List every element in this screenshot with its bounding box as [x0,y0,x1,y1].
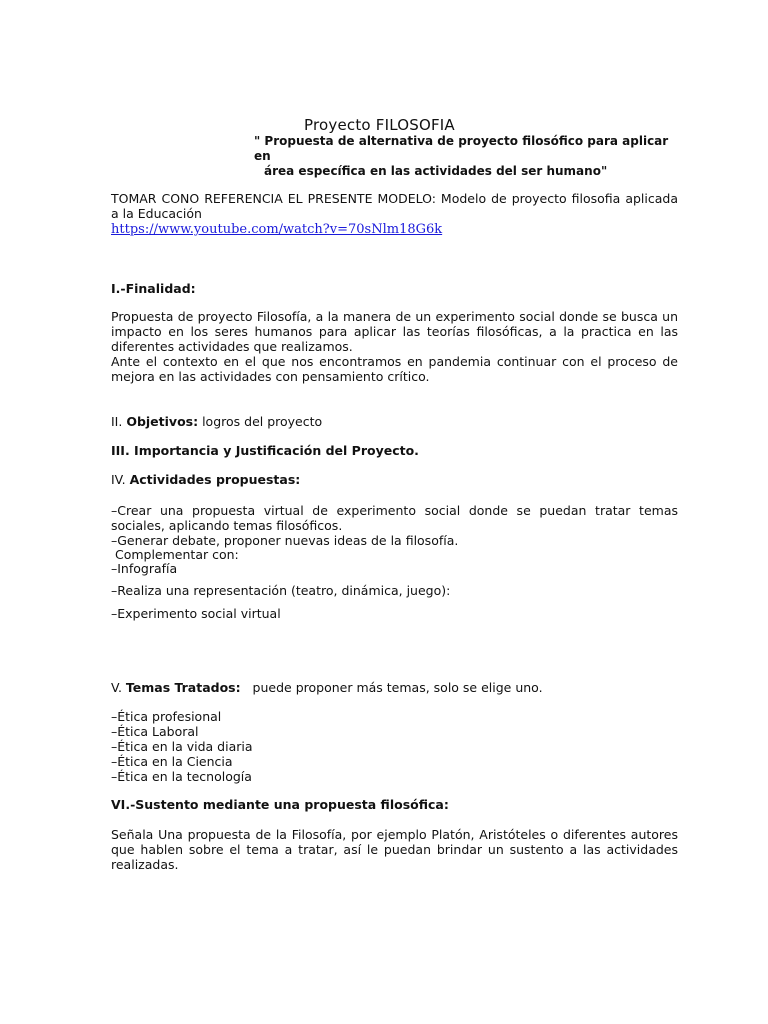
activity-item-4: –Infografía [111,561,178,576]
section-5-text: puede proponer más temas, solo se elige uno. [240,680,543,695]
section-4-heading: Actividades propuestas: [129,472,301,487]
section-1-paragraph-2: Ante el contexto en el que nos encontramos en pandemia continuar con el proceso de mejora en las actividades con pensamiento crítico. [111,354,678,384]
section-6-paragraph: Señala Una propuesta de la Filosofía, por ejemplo Platón, Aristóteles o diferentes autores que hablen sobre el tema a tratar, así le puedan brindar un sustento a las actividades realizadas. [111,827,678,872]
section-2 [111,414,678,429]
topic-item: –Ética en la vida diaria [111,739,253,754]
section-4-prefix: IV. [111,472,130,487]
section-1-paragraph-1: Propuesta de proyecto Filosofía, a la manera de un experimento social donde se busca un impacto en los seres humanos para aplicar las teorías filosóficas, a la practica en las diferentes actividades que realizamos. [111,309,678,354]
topics-list [111,709,678,784]
reference-text: TOMAR CONO REFERENCIA EL PRESENTE MODELO: Modelo de proyecto filosofia aplicada a la Educación [111,191,678,221]
section-5-heading: Temas Tratados: [125,680,241,695]
section-2-heading: Objetivos: [126,414,199,429]
section-4 [111,472,678,487]
document-title: Proyecto FILOSOFIA [304,116,455,134]
reference-paragraph [111,191,678,221]
section-2-text: logros del proyecto [198,414,323,429]
activity-item-5: –Realiza una representación (teatro, dinámica, juego): [111,583,451,598]
activity-item-3: Complementar con: [111,547,239,562]
subtitle-line-2: área específica en las actividades del ser humano" [264,164,608,178]
activity-item-2: –Generar debate, proponer nuevas ideas de la filosofía. [111,533,459,548]
topic-item: –Ética en la tecnología [111,769,252,784]
section-5-prefix: V. [111,680,126,695]
section-5 [111,680,678,695]
topic-item: –Ética profesional [111,709,222,724]
section-3-heading: III. Importancia y Justificación del Proyecto. [111,443,419,458]
activity-item-1: –Crear una propuesta virtual de experimento social donde se puedan tratar temas sociales, aplicando temas filosóficos. [111,503,678,533]
section-1-heading: I.-Finalidad: [111,281,196,296]
section-2-prefix: II. [111,414,127,429]
section-6-heading: VI.-Sustento mediante una propuesta filosófica: [111,797,449,812]
reference-link[interactable]: https://www.youtube.com/watch?v=70sNlm18G6k [111,222,443,237]
topic-item: –Ética en la Ciencia [111,754,233,769]
document-subtitle [254,134,684,179]
reference-link-block [111,221,678,237]
activity-item-6: –Experimento social virtual [111,606,281,621]
subtitle-line-1: " Propuesta de alternativa de proyecto filosófico para aplicar en [254,134,669,163]
topic-item: –Ética Laboral [111,724,199,739]
